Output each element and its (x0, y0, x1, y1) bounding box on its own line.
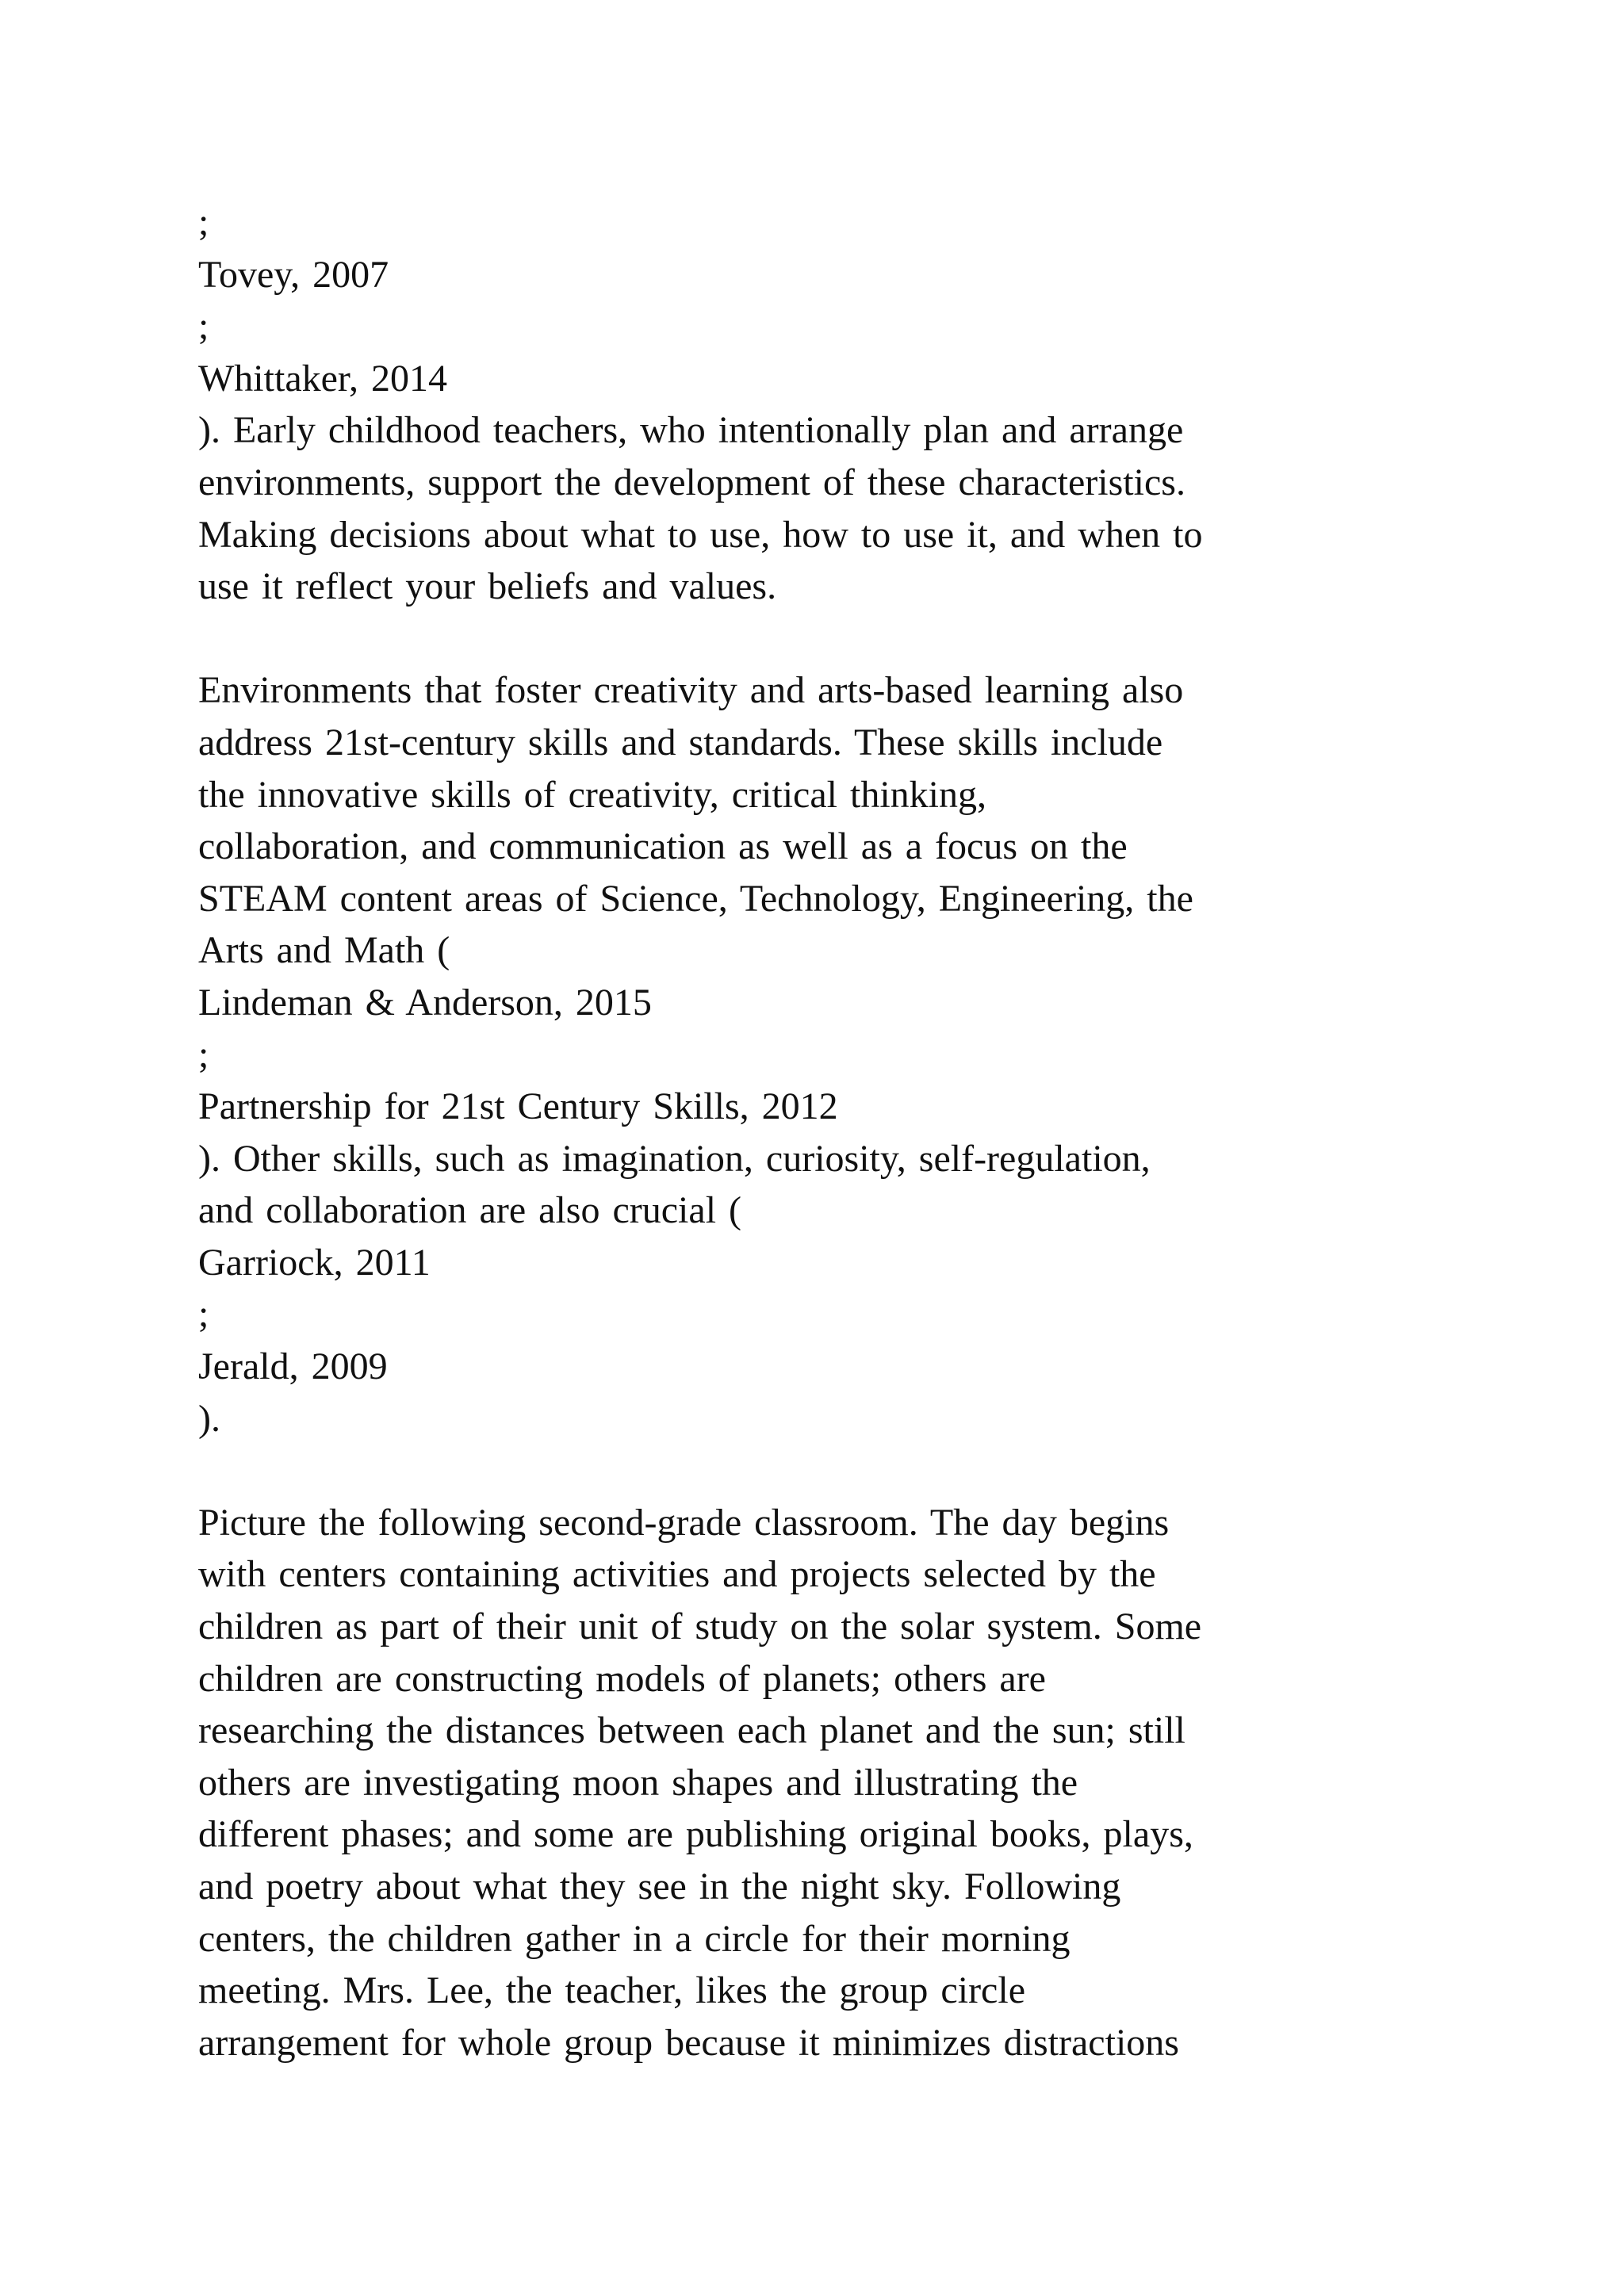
text-line: Garriock, 2011 (198, 1241, 431, 1284)
text-line: researching the distances between each planet and the sun; still (198, 1709, 1185, 1752)
text-line: and poetry about what they see in the night sky. Following (198, 1866, 1121, 1908)
text-line: Environments that foster creativity and arts-based learning also (198, 669, 1184, 712)
text-line: Whittaker, 2014 (198, 357, 447, 400)
text-line: Jerald, 2009 (198, 1345, 388, 1388)
text-line: Tovey, 2007 (198, 253, 389, 296)
text-line: meeting. Mrs. Lee, the teacher, likes the group circle (198, 1969, 1025, 2012)
text-line: collaboration, and communication as well as a focus on the (198, 825, 1128, 868)
text-line: children as part of their unit of study on the solar system. Some (198, 1605, 1202, 1648)
paragraph-break (198, 613, 1435, 665)
text-line: with centers containing activities and projects selected by the (198, 1553, 1156, 1596)
text-line: address 21st-century skills and standards. These skills include (198, 721, 1163, 763)
text-line: Lindeman & Anderson, 2015 (198, 981, 652, 1024)
text-line: ; (198, 305, 209, 348)
document-body (198, 197, 1435, 2068)
text-line: children are constructing models of planets; others are (198, 1657, 1046, 1700)
text-line: use it reflect your beliefs and values. (198, 565, 777, 608)
text-line: environments, support the development of these characteristics. (198, 461, 1185, 503)
text-line: and collaboration are also crucial ( (198, 1189, 742, 1232)
text-line: centers, the children gather in a circle for their morning (198, 1917, 1071, 1960)
text-line: ; (198, 201, 209, 243)
text-line: ). (198, 1397, 220, 1440)
text-line: different phases; and some are publishing original books, plays, (198, 1813, 1193, 1856)
text-line: Arts and Math ( (198, 929, 450, 972)
text-line: ; (198, 1033, 209, 1076)
text-line: ). Early childhood teachers, who intentionally plan and arrange (198, 409, 1184, 452)
text-line: Making decisions about what to use, how to use it, and when to (198, 513, 1203, 556)
paragraph-break (198, 1445, 1435, 1497)
text-line: Picture the following second-grade classroom. The day begins (198, 1501, 1170, 1544)
text-line: arrangement for whole group because it minimizes distractions (198, 2021, 1179, 2064)
text-line: others are investigating moon shapes and illustrating the (198, 1761, 1078, 1804)
text-line: Partnership for 21st Century Skills, 2012 (198, 1085, 838, 1128)
text-line: STEAM content areas of Science, Technology, Engineering, the (198, 877, 1193, 920)
text-line: the innovative skills of creativity, critical thinking, (198, 773, 986, 816)
text-line: ). Other skills, such as imagination, curiosity, self-regulation, (198, 1137, 1151, 1180)
text-line: ; (198, 1293, 209, 1336)
